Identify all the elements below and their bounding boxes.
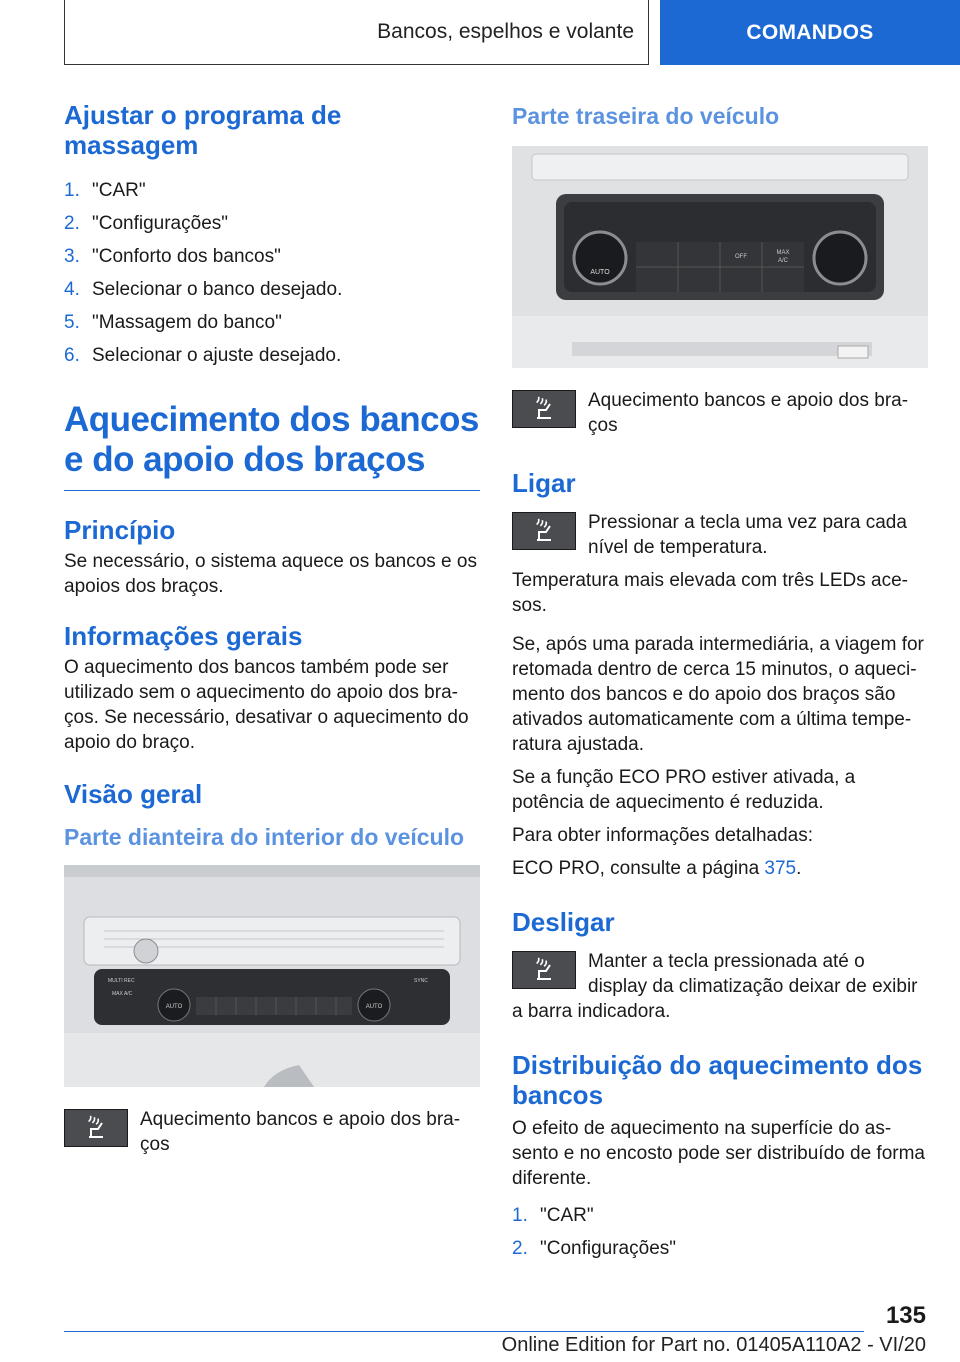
on-paragraph-3: Se a função ECO PRO estiver ativada, a potência de aquecimento é reduzida. [512,767,856,813]
on-instruction: Pressionar a tecla uma vez para cada nível de temperatura. [588,512,907,558]
list-item: 4. Selecionar o banco desejado. [64,279,343,300]
list-item: 1. "CAR" [64,180,146,201]
principle-heading: Princípio [64,515,176,545]
distribution-heading: Distribuição do aquecimento dos bancos [512,1050,923,1110]
auto-label-left: AUTO [165,1004,183,1010]
on-paragraph-4: Para obter informações detalhadas: [512,825,814,846]
main-heading-block [64,400,480,491]
running-header-section [64,0,649,65]
sync-label: SYNC [414,978,428,984]
distribution-text: O efeito de aquecimento na superfície do assento e no encosto pode ser distribuído de forma diferente. [512,1118,925,1189]
left-column [64,100,480,1157]
seat-heating-icon [64,1109,128,1147]
max-ac-label: MAX A/C [112,991,133,997]
massage-steps [64,178,480,368]
on-heading: Ligar [512,468,576,498]
seat-heating-icon [512,390,576,428]
rear-off-label: OFF [735,254,747,260]
rear-auto-label: AUTO [590,269,610,276]
principle-text: Se necessário, o sistema aquece os bancos e os apoios dos braços. [64,551,477,597]
front-caption-row [64,1107,480,1157]
section-title: Bancos, espelhos e volante [377,20,634,43]
footer-divider [64,1331,864,1332]
on-paragraph-2: Se, após uma parada intermediária, a viagem for retomada dentro de cerca 15 minutos, o aquecimento dos bancos e do apoio dos braços são ativados automaticamente com a última temperatura ajustada. [512,634,924,755]
chapter-title: COMANDOS [746,20,874,44]
list-item: 2. "Configurações" [512,1238,677,1259]
on-paragraph-5: ECO PRO, consulte a página 375. [512,858,802,879]
rear-caption: Aquecimento bancos e apoio dos braços [588,390,909,436]
front-console-illustration [64,865,480,1087]
massage-heading: Ajustar o programa de massagem [64,100,342,160]
list-item: 3. "Conforto dos bancos" [64,246,281,267]
auto-label-right: AUTO [365,1004,383,1010]
rear-max-label: MAX [776,250,790,256]
info-heading: Informações gerais [64,621,303,651]
on-instruction-row [512,510,928,560]
page-number: 135 [885,1302,926,1329]
rear-ac-label: A/C [777,258,789,264]
overview-heading: Visão geral [64,779,203,809]
front-heading: Parte dianteira do interior do veículo [64,824,465,850]
rear-heading: Parte traseira do veículo [512,103,780,129]
list-item: 2. "Configurações" [64,213,229,234]
chapter-tab[interactable] [660,0,960,65]
rear-console-illustration [512,146,928,368]
page-reference-link[interactable]: 375 [764,858,797,879]
main-heading: Aquecimento dos bancos e do apoio dos braços [64,400,479,479]
front-console-photo [64,865,480,1087]
right-column [512,102,928,1269]
rear-console-photo [512,146,928,368]
off-heading: Desligar [512,907,615,937]
off-instruction-block [512,949,928,1024]
list-item: 1. "CAR" [512,1205,594,1226]
on-paragraph-1: Temperatura mais elevada com três LEDs acesos. [512,570,908,616]
front-caption: Aquecimento bancos e apoio dos braços [140,1109,461,1155]
footer-edition: Online Edition for Part no. 01405A110A2 - VI/20 [501,1334,926,1356]
rear-caption-row [512,388,928,438]
list-item: 6. Selecionar o ajuste desejado. [64,345,342,366]
off-instruction: Manter a tecla pressionada até o display da climatização deixar de exibir a barra indicadora. [512,951,918,1022]
distribution-steps [512,1203,928,1261]
multi-rec-label: MULTI REC [108,978,135,984]
info-text: O aquecimento dos bancos também pode ser utilizado sem o aquecimento do apoio dos braços. Se necessário, desativar o aquecimento do apoio do braço. [64,657,469,753]
seat-heating-icon [512,951,576,989]
seat-heating-icon [512,512,576,550]
list-item: 5. "Massagem do banco" [64,312,282,333]
